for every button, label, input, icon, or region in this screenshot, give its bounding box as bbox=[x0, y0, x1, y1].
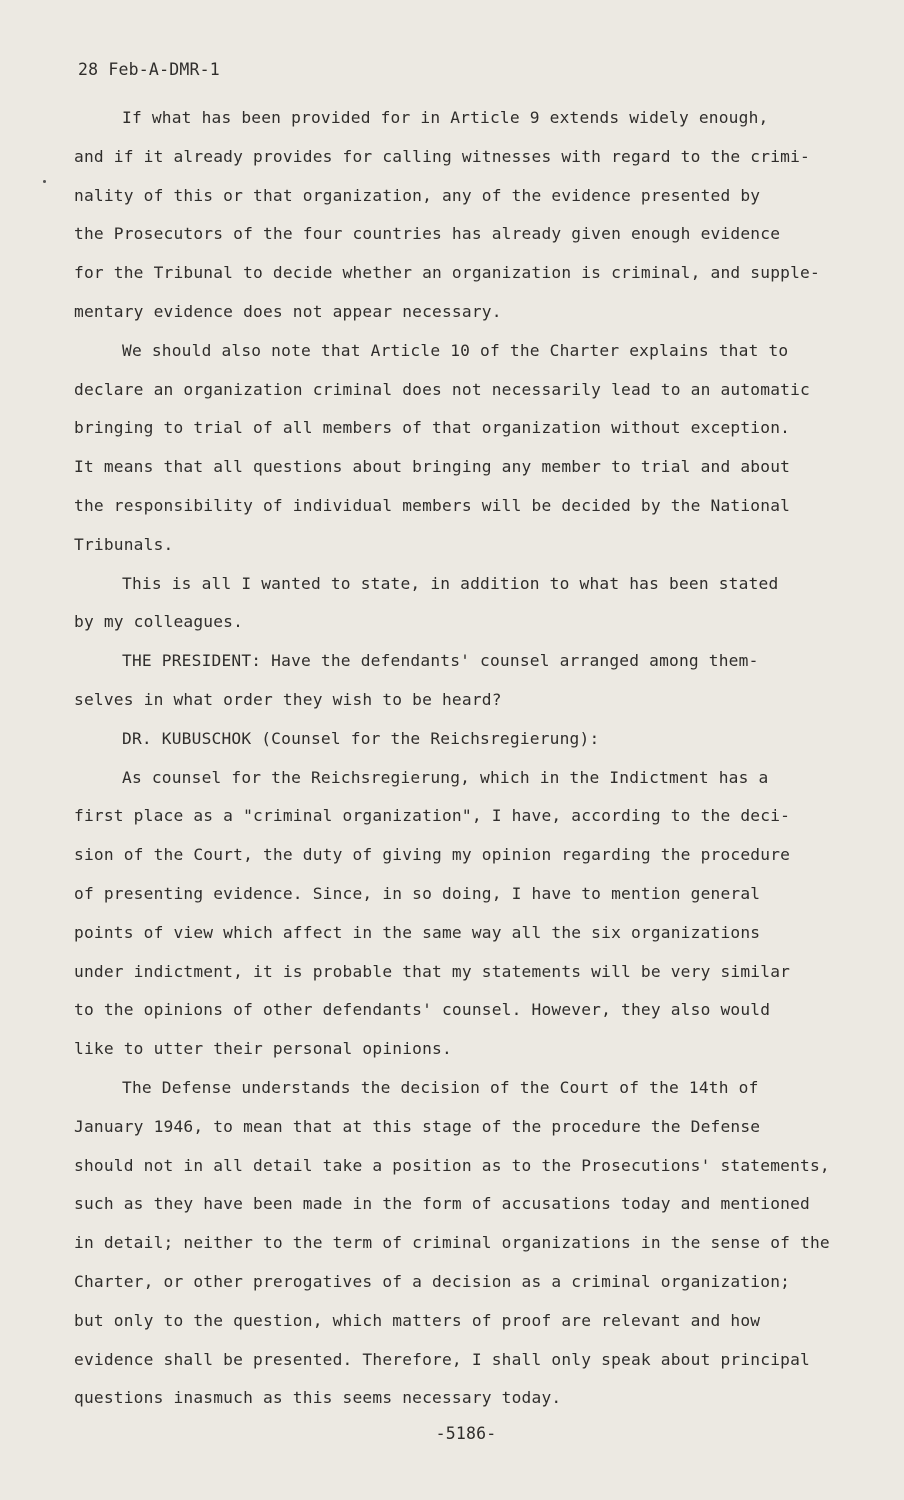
text-line: and if it already provides for calling witnesses with regard to the crimi- bbox=[74, 146, 810, 166]
page-identifier: 28 Feb-A-DMR-1 bbox=[78, 60, 220, 79]
text-line: to the opinions of other defendants' counsel. However, they also would bbox=[74, 1000, 771, 1020]
paragraph bbox=[74, 720, 814, 759]
text-line: questions inasmuch as this seems necessary today. bbox=[74, 1388, 562, 1408]
text-line: If what has been provided for in Article 9 extends widely enough, bbox=[122, 108, 769, 127]
text-line: DR. KUBUSCHOK (Counsel for the Reichsregierung): bbox=[122, 728, 600, 748]
text-line: but only to the question, which matters of proof are relevant and how bbox=[74, 1310, 761, 1330]
text-line: such as they have been made in the form of accusations today and mentioned bbox=[74, 1194, 810, 1214]
text-line: in detail; neither to the term of criminal organizations in the sense of the bbox=[74, 1233, 830, 1253]
text-line: first place as a "criminal organization", I have, according to the deci- bbox=[74, 806, 791, 826]
text-line: selves in what order they wish to be heard? bbox=[74, 689, 502, 709]
text-line: Tribunals. bbox=[74, 534, 174, 554]
text-line: the responsibility of individual members will be decided by the National bbox=[74, 495, 791, 515]
text-line: like to utter their personal opinions. bbox=[74, 1039, 452, 1059]
text-line: bringing to trial of all members of that organization without exception. bbox=[74, 418, 791, 438]
text-line: points of view which affect in the same way all the six organizations bbox=[74, 922, 761, 942]
text-line: As counsel for the Reichsregierung, which in the Indictment has a bbox=[122, 767, 769, 787]
paragraph bbox=[74, 642, 814, 720]
paragraph bbox=[74, 565, 814, 643]
text-line: It means that all questions about bringing any member to trial and about bbox=[74, 457, 791, 477]
text-line: This is all I wanted to state, in addition to what has been stated bbox=[122, 573, 779, 593]
text-line: THE PRESIDENT: Have the defendants' counsel arranged among them- bbox=[122, 651, 759, 671]
text-line: for the Tribunal to decide whether an organization is criminal, and supple- bbox=[74, 263, 820, 283]
text-line: mentary evidence does not appear necessary. bbox=[74, 301, 502, 321]
text-line: under indictment, it is probable that my statements will be very similar bbox=[74, 961, 791, 981]
margin-mark bbox=[43, 180, 46, 183]
text-line: of presenting evidence. Since, in so doing, I have to mention general bbox=[74, 883, 761, 903]
paragraph bbox=[74, 99, 820, 332]
transcript-body bbox=[74, 99, 830, 1418]
paragraph bbox=[74, 759, 814, 1069]
text-line: nality of this or that organization, any of the evidence presented by bbox=[74, 185, 761, 205]
text-line: should not in all detail take a position as to the Prosecutions' statements, bbox=[74, 1155, 830, 1175]
text-line: declare an organization criminal does not necessarily lead to an automatic bbox=[74, 379, 810, 399]
text-line: by my colleagues. bbox=[74, 612, 244, 632]
text-line: evidence shall be presented. Therefore, I shall only speak about principal bbox=[74, 1349, 810, 1369]
text-line: the Prosecutors of the four countries has already given enough evidence bbox=[74, 224, 781, 244]
paragraph bbox=[74, 332, 814, 565]
text-line: January 1946, to mean that at this stage of the procedure the Defense bbox=[74, 1116, 761, 1136]
text-line: sion of the Court, the duty of giving my opinion regarding the procedure bbox=[74, 845, 791, 865]
page-number: -5186- bbox=[435, 1424, 497, 1443]
text-line: The Defense understands the decision of the Court of the 14th of bbox=[122, 1077, 759, 1097]
paragraph bbox=[74, 1069, 830, 1418]
text-line: Charter, or other prerogatives of a decision as a criminal organization; bbox=[74, 1271, 791, 1291]
text-line: We should also note that Article 10 of the Charter explains that to bbox=[122, 340, 789, 360]
